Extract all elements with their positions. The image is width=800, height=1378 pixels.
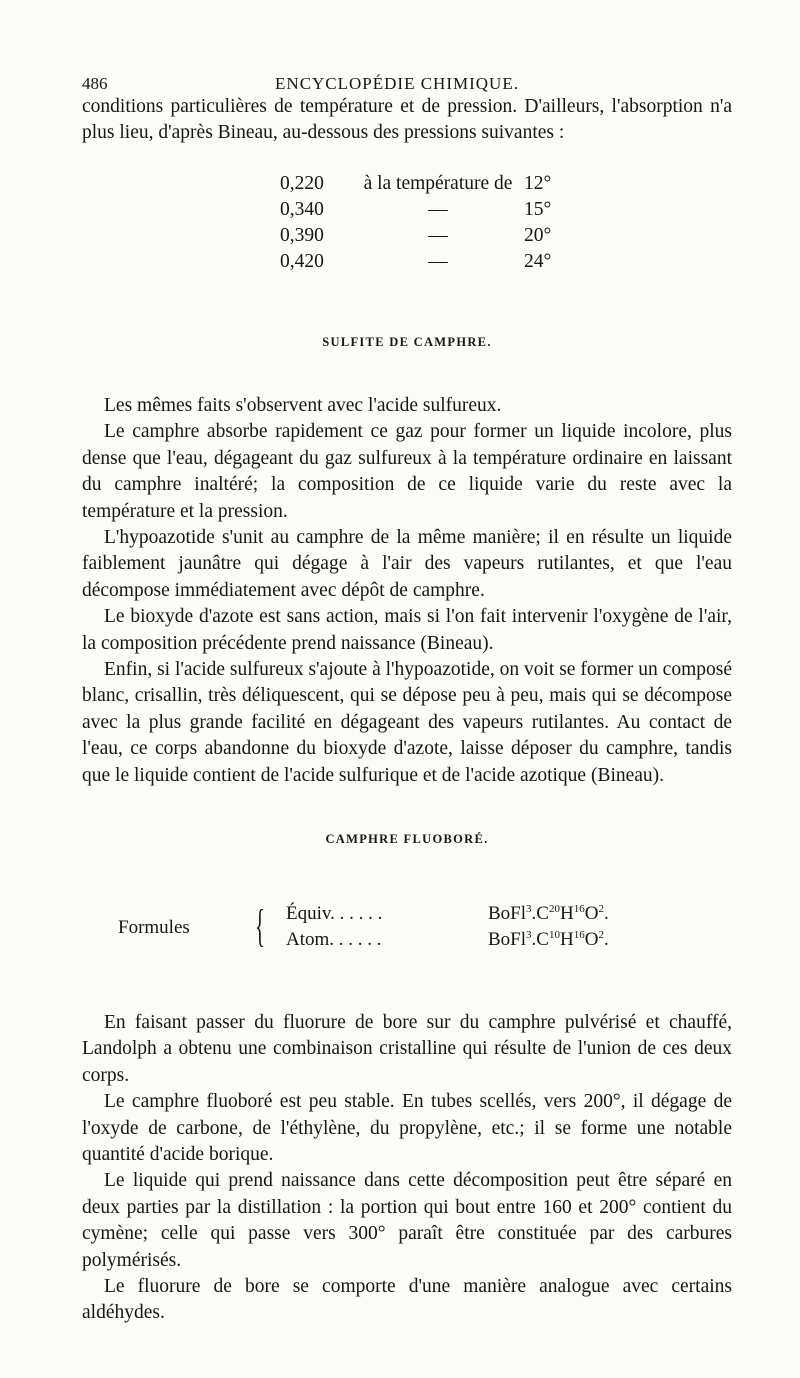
pressure-label: à la température de <box>363 173 513 194</box>
pressure-temperature: 24° <box>524 251 552 272</box>
page-number: 486 <box>82 74 108 93</box>
running-title: ENCYCLOPÉDIE CHIMIQUE. <box>275 74 519 93</box>
pressure-row <box>280 249 600 275</box>
intro-paragraph: conditions particulières de température et de pression. D'ailleurs, l'absorption n'a plus lieu, d'après Bineau, au-dessous des pressions suivantes : <box>82 96 732 144</box>
pressure-value: 0,420 <box>280 251 324 272</box>
paragraph: Le camphre absorbe rapidement ce gaz pour former un liquide incolore, plus dense que l'eau, dégageant du gaz sulfureux à la température ordinaire en laissant du camphre inaltéré; la composition de ce liquide varie du reste avec la température et la pression. <box>82 421 732 522</box>
formula-type: Atom. . . . . . <box>286 929 382 950</box>
formula-row <box>286 929 609 955</box>
paragraph: Le fluorure de bore se comporte d'une manière analogue avec certains aldéhydes. <box>82 1276 732 1324</box>
paragraph: Le camphre fluoboré est peu stable. En tubes scellés, vers 200°, il dégage de l'oxyde de carbone, de l'éthylène, du propylène, etc.; il se forme une notable quantité d'acide borique. <box>82 1091 732 1166</box>
pressure-label: — <box>428 225 448 246</box>
left-brace-icon: { <box>255 900 265 951</box>
formula-row <box>286 903 609 929</box>
chemical-formula: $BoFl^3.C^{10}H^{16}O^2$. <box>488 929 609 950</box>
pressure-row <box>280 197 600 223</box>
pressure-row <box>280 171 600 197</box>
chemical-formula: $BoFl^3.C^{20}H^{16}O^2$. <box>488 903 609 924</box>
paragraph: Enfin, si l'acide sulfureux s'ajoute à l'hypoazotide, on voit se former un composé blanc, crisallin, très déliquescent, qui se dépose peu à peu, mais qui se décompose avec la plus grande facilité en dégageant des vapeurs rutilantes. Au contact de l'eau, ce corps abandonne du bioxyde d'azote, laisse déposer du camphre, tandis que le liquide contient de l'acide sulfurique et de l'acide azotique (Bineau). <box>82 659 732 786</box>
pressure-value: 0,390 <box>280 225 324 246</box>
paragraph: Les mêmes faits s'observent avec l'acide sulfureux. <box>104 395 502 416</box>
pressure-temperature: 20° <box>524 225 552 246</box>
section-heading-fluobore: CAMPHRE FLUOBORÉ. <box>325 832 489 846</box>
pressure-label: — <box>428 199 448 220</box>
pressure-label: — <box>428 251 448 272</box>
pressure-table <box>280 171 600 275</box>
formula-block <box>118 899 618 959</box>
formula-label: Formules <box>118 917 190 938</box>
pressure-value: 0,220 <box>280 173 324 194</box>
pressure-temperature: 15° <box>524 199 552 220</box>
pressure-temperature: 12° <box>524 173 552 194</box>
sulfite-section-text <box>82 393 732 789</box>
paragraph: En faisant passer du fluorure de bore sur du camphre pulvérisé et chauffé, Landolph a obtenu une combinaison cristalline qui résulte de l'union de ces deux corps. <box>82 1012 732 1086</box>
pressure-row <box>280 223 600 249</box>
pressure-value: 0,340 <box>280 199 324 220</box>
paragraph: L'hypoazotide s'unit au camphre de la même manière; il en résulte un liquide faiblement jaunâtre qui dégage à l'air des vapeurs rutilantes, et que l'eau décompose immédiatement avec dépôt de camphre. <box>82 527 732 601</box>
paragraph: Le bioxyde d'azote est sans action, mais si l'on fait intervenir l'oxygène de l'air, la composition précédente prend naissance (Bineau). <box>82 606 732 654</box>
formula-type: Équiv. . . . . . <box>286 903 383 924</box>
intro-text <box>82 94 732 147</box>
paragraph: Le liquide qui prend naissance dans cette décomposition peut être séparé en deux parties par la distillation : la portion qui bout entre 160 et 200° contient du cymène; celle qui passe vers 300° paraît être constituée par des carbures polymérisés. <box>82 1170 732 1271</box>
section-heading-sulfite: SULFITE DE CAMPHRE. <box>322 335 492 349</box>
fluobore-section-text <box>82 1010 732 1327</box>
